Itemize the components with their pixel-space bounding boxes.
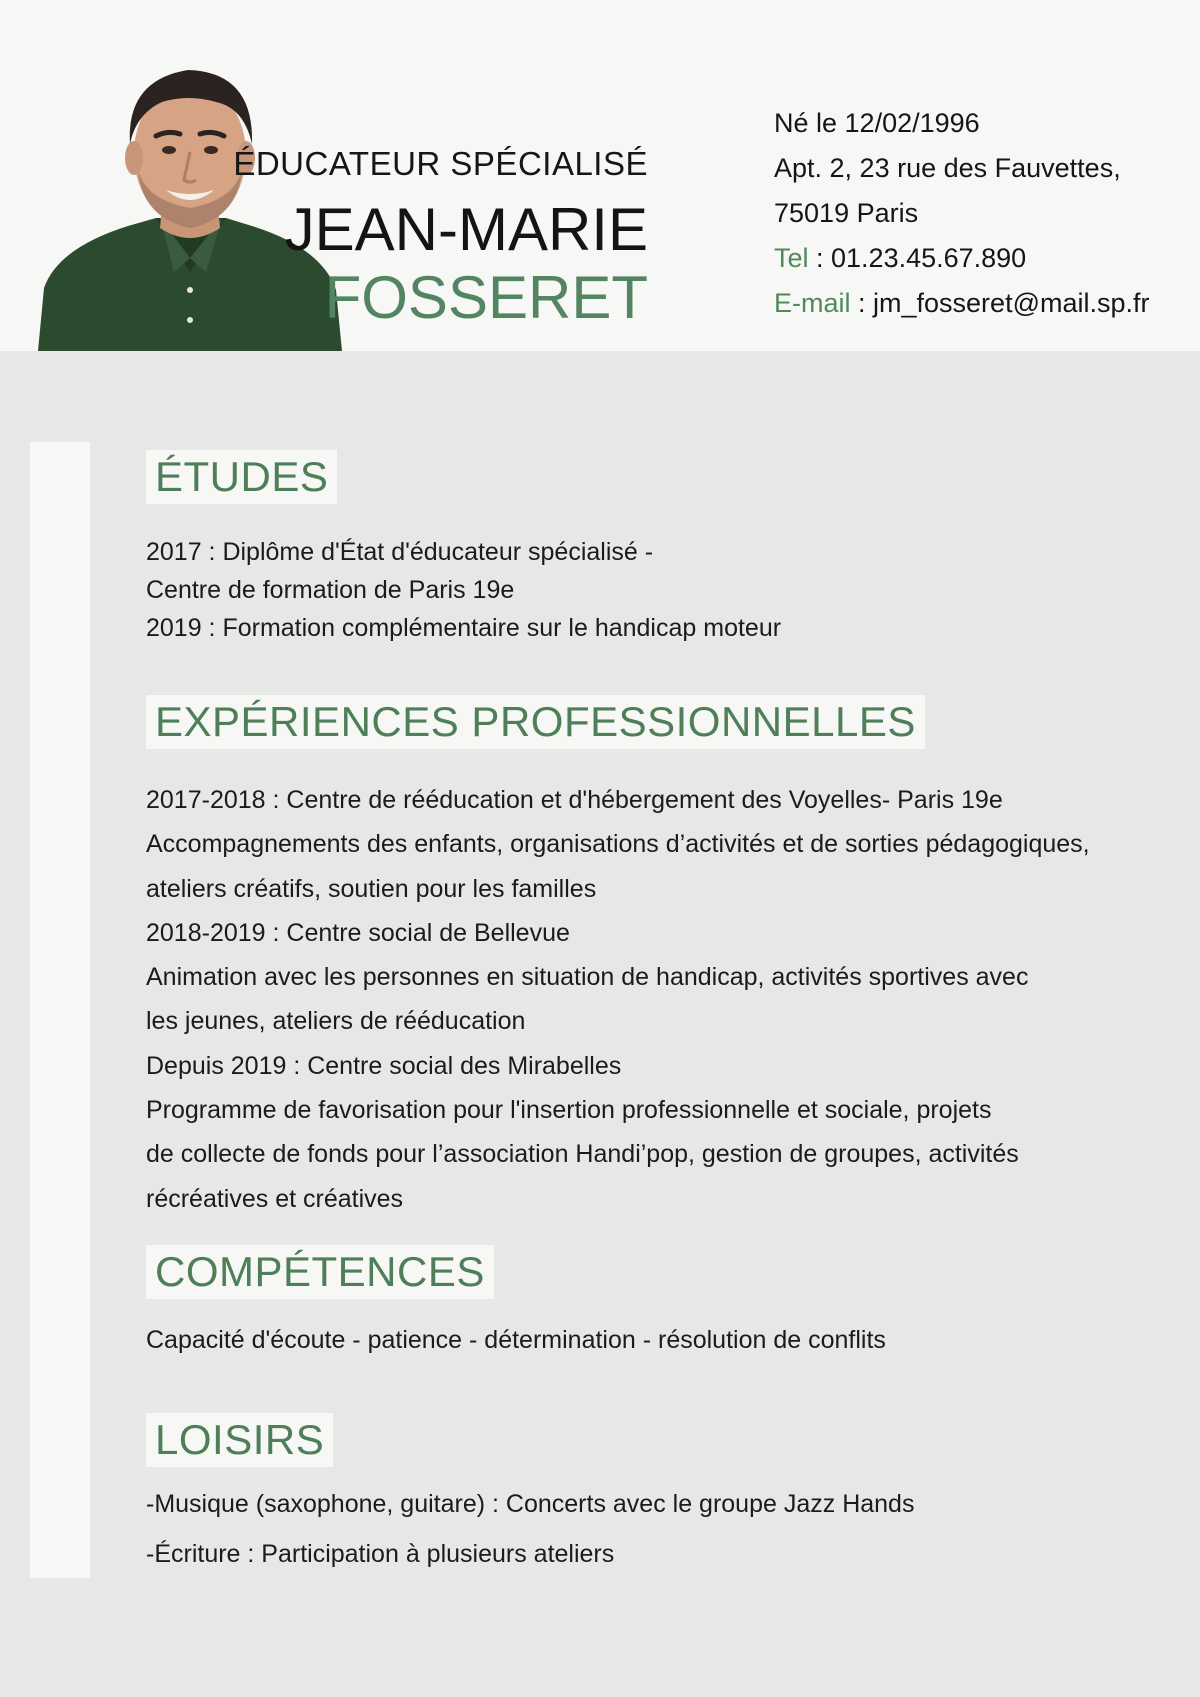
phone: [774, 236, 1150, 281]
text-line: de collecte de fonds pour l’association Handi’pop, gestion de groupes, activités: [146, 1140, 1019, 1169]
phone-value: : 01.23.45.67.890: [808, 243, 1027, 273]
email-label: E-mail: [774, 288, 851, 318]
first-name: JEAN-MARIE: [284, 196, 648, 263]
header: [0, 0, 1200, 351]
email: [774, 281, 1150, 326]
section-body-etudes: [146, 533, 781, 647]
last-name: FOSSERET: [324, 264, 648, 331]
text-line: Capacité d'écoute - patience - détermination - résolution de conflits: [146, 1326, 886, 1354]
section-title-experiences: EXPÉRIENCES PROFESSIONNELLES: [146, 695, 925, 749]
section-title-loisirs: LOISIRS: [146, 1413, 333, 1467]
contact-block: [774, 101, 1150, 326]
address-line-1: Apt. 2, 23 rue des Fauvettes,: [774, 153, 1121, 183]
side-bar: [30, 442, 90, 1578]
text-line: 2017 : Diplôme d'État d'éducateur spécialisé -: [146, 538, 654, 566]
text-line: Accompagnements des enfants, organisations d’activités et de sorties pédagogiques,: [146, 830, 1090, 859]
email-value: : jm_fosseret@mail.sp.fr: [850, 288, 1150, 318]
address-line-2: 75019 Paris: [774, 198, 919, 228]
text-line: -Musique (saxophone, guitare) : Concerts avec le groupe Jazz Hands: [146, 1490, 915, 1518]
text-line: 2018-2019 : Centre social de Bellevue: [146, 918, 570, 947]
section-title-competences: COMPÉTENCES: [146, 1245, 494, 1299]
text-line: 2017-2018 : Centre de rééducation et d'hébergement des Voyelles- Paris 19e: [146, 786, 1003, 814]
section-body-experiences: [146, 778, 1090, 1221]
text-line: 2019 : Formation complémentaire sur le handicap moteur: [146, 614, 782, 642]
phone-label: Tel: [774, 243, 809, 273]
text-line: récréatives et créatives: [146, 1184, 404, 1213]
text-line: Programme de favorisation pour l'insertion professionnelle et sociale, projets: [146, 1096, 992, 1125]
text-line: Centre de formation de Paris 19e: [146, 576, 515, 604]
birth-date: Né le 12/02/1996: [774, 108, 980, 138]
job-title: ÉDUCATEUR SPÉCIALISÉ: [233, 145, 648, 182]
text-line: -Écriture : Participation à plusieurs ateliers: [146, 1540, 615, 1568]
section-title-etudes: ÉTUDES: [146, 450, 337, 504]
text-line: Animation avec les personnes en situation de handicap, activités sportives avec: [146, 963, 1029, 992]
section-body-loisirs: [146, 1479, 914, 1579]
section-body-competences: [146, 1321, 886, 1359]
text-line: ateliers créatifs, soutien pour les familles: [146, 874, 597, 903]
text-line: Depuis 2019 : Centre social des Mirabelles: [146, 1051, 622, 1080]
text-line: les jeunes, ateliers de rééducation: [146, 1007, 526, 1036]
